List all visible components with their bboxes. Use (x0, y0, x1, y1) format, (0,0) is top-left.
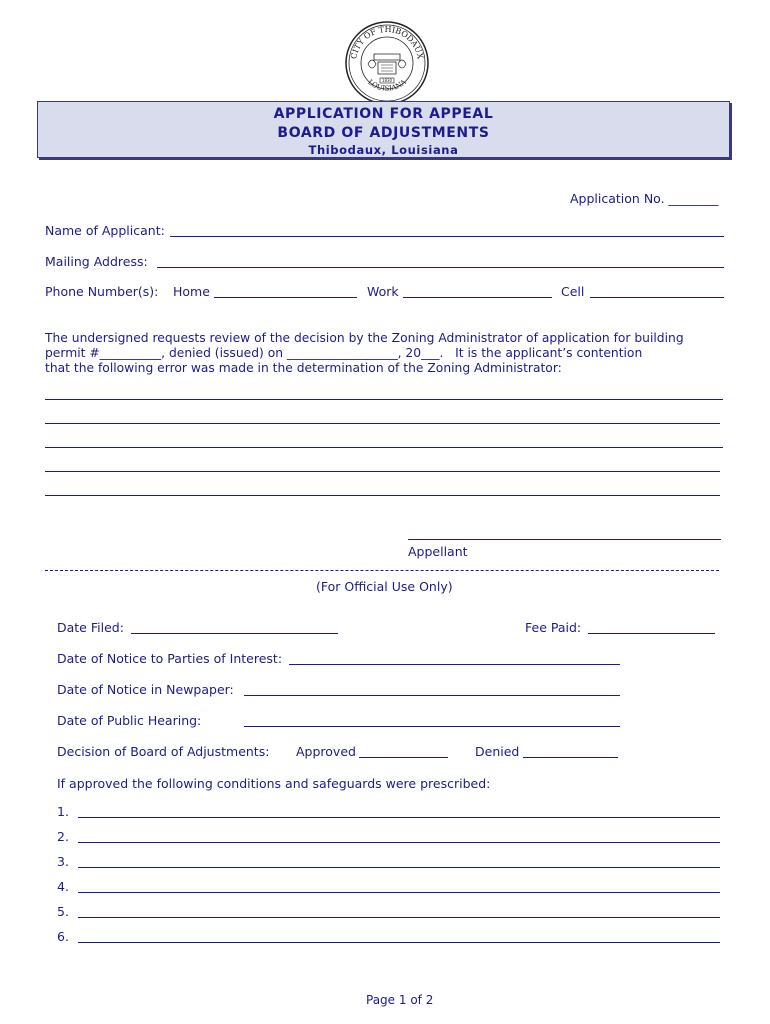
form-location: Thibodaux, Louisiana (308, 143, 459, 157)
svg-text:CITY OF THIBODAUX (349, 25, 425, 60)
name-label: Name of Applicant: (45, 223, 165, 238)
fee-paid-label: Fee Paid: (525, 620, 582, 635)
application-number: Application No. ________ (570, 191, 719, 206)
decision-label: Decision of Board of Adjustments: (57, 744, 270, 759)
name-field-line[interactable] (170, 236, 724, 237)
public-hearing-label: Date of Public Hearing: (57, 713, 202, 728)
statement-line-2: permit #__________, denied (issued) on __________________, 20___. It is the applicant’s contention (45, 346, 643, 360)
mailing-field-line[interactable] (157, 267, 724, 268)
error-line[interactable] (45, 495, 720, 496)
error-line[interactable] (45, 471, 720, 472)
form-header (37, 101, 730, 158)
city-seal-logo (344, 20, 430, 106)
statement-line-3: that the following error was made in the determination of the Zoning Administrator: (45, 361, 562, 375)
home-phone-line[interactable] (214, 297, 357, 298)
appellant-signature-line[interactable] (408, 539, 721, 540)
denied-label: Denied (475, 744, 520, 759)
seal-year: 1830 (381, 78, 393, 83)
date-filed-label: Date Filed: (57, 620, 124, 635)
fee-paid-line[interactable] (588, 633, 715, 634)
phone-label: Phone Number(s): (45, 284, 159, 299)
approved-line[interactable] (359, 757, 448, 758)
date-filed-line[interactable] (131, 633, 338, 634)
statement-line-1: The undersigned requests review of the decision by the Zoning Administrator of application for building (45, 331, 684, 345)
condition-line[interactable] (78, 942, 720, 943)
official-use-heading: (For Official Use Only) (316, 579, 453, 594)
notice-newspaper-label: Date of Notice in Newpaper: (57, 682, 234, 697)
condition-line[interactable] (78, 817, 720, 818)
form-subtitle-board: BOARD OF ADJUSTMENTS (277, 125, 490, 141)
official-use-divider (45, 570, 719, 571)
condition-line[interactable] (78, 867, 720, 868)
public-hearing-line[interactable] (244, 726, 620, 727)
error-line[interactable] (45, 399, 723, 400)
cell-label: Cell (561, 284, 585, 299)
condition-number: 4. (57, 879, 69, 894)
appellant-label: Appellant (408, 544, 468, 559)
work-label: Work (367, 284, 399, 299)
condition-line[interactable] (78, 842, 720, 843)
form-title: APPLICATION FOR APPEAL (273, 106, 494, 122)
condition-line[interactable] (78, 917, 720, 918)
error-line[interactable] (45, 423, 720, 424)
work-phone-line[interactable] (403, 297, 552, 298)
error-line[interactable] (45, 447, 723, 448)
page-number: Page 1 of 2 (366, 993, 434, 1007)
seal-top-text: CITY OF THIBODAUX (349, 24, 425, 60)
home-label: Home (173, 284, 210, 299)
denied-line[interactable] (523, 757, 618, 758)
approved-label: Approved (296, 744, 356, 759)
seal-bottom-text: LOUISIANA (366, 78, 408, 93)
condition-number: 6. (57, 929, 69, 944)
notice-parties-label: Date of Notice to Parties of Interest: (57, 651, 283, 666)
conditions-label: If approved the following conditions and safeguards were prescribed: (57, 776, 491, 791)
mailing-label: Mailing Address: (45, 254, 148, 269)
cell-phone-line[interactable] (590, 297, 724, 298)
condition-line[interactable] (78, 892, 720, 893)
notice-parties-line[interactable] (289, 664, 620, 665)
notice-newspaper-line[interactable] (244, 695, 620, 696)
condition-number: 2. (57, 829, 69, 844)
condition-number: 3. (57, 854, 69, 869)
condition-number: 5. (57, 904, 69, 919)
condition-number: 1. (57, 804, 69, 819)
